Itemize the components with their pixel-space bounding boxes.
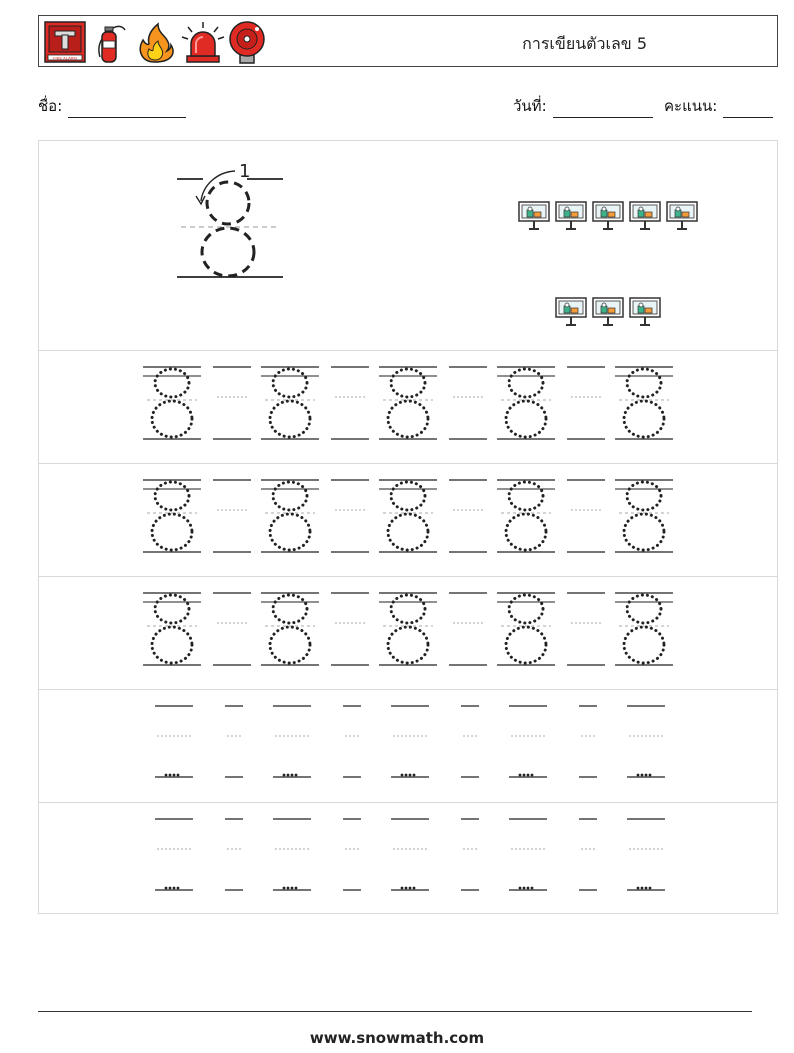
writing-cell[interactable] (627, 706, 665, 777)
alarm-bell-icon (230, 22, 264, 63)
writing-cell[interactable] (449, 367, 487, 439)
dotted-digit-8 (506, 595, 546, 663)
date-label: วันที่: (513, 97, 547, 115)
writing-cell[interactable] (331, 367, 369, 439)
score-field[interactable] (664, 94, 773, 118)
baseline-dots (637, 887, 652, 890)
flame-icon (140, 24, 173, 62)
writing-cell[interactable] (449, 593, 487, 665)
writing-cell[interactable] (213, 480, 251, 552)
writing-cell[interactable] (379, 367, 437, 439)
header-box (38, 15, 778, 67)
writing-cell[interactable] (273, 706, 311, 777)
writing-cell[interactable] (343, 819, 361, 890)
writing-cell[interactable] (331, 480, 369, 552)
dotted-digit-8 (270, 595, 310, 663)
baseline-dots (165, 774, 180, 777)
writing-cell[interactable] (379, 480, 437, 552)
dotted-digit-8 (388, 482, 428, 550)
writing-cell[interactable] (497, 593, 555, 665)
baseline-dots (401, 887, 416, 890)
writing-cell[interactable] (391, 819, 429, 890)
name-label: ชื่อ: (38, 97, 63, 115)
dotted-digit-8 (388, 369, 428, 437)
writing-cell[interactable] (379, 593, 437, 665)
score-label: คะแนน: (664, 97, 718, 115)
trace-row (143, 480, 673, 552)
writing-cell[interactable] (615, 593, 673, 665)
trace-row (143, 593, 673, 665)
writing-cell[interactable] (225, 706, 243, 777)
dotted-digit-8 (388, 595, 428, 663)
siren-icon (182, 22, 224, 62)
dotted-digit-8 (624, 369, 664, 437)
website-footer[interactable]: www.snowmath.com (309, 1029, 485, 1047)
baseline-dots (283, 774, 298, 777)
name-field[interactable] (38, 94, 186, 118)
dotted-digit-8 (624, 595, 664, 663)
footer-rule (38, 1011, 752, 1012)
dotted-digit-8 (270, 369, 310, 437)
writing-cell[interactable] (143, 367, 201, 439)
writing-cell[interactable] (273, 819, 311, 890)
writing-cell[interactable] (615, 367, 673, 439)
writing-cell[interactable] (579, 706, 597, 777)
writing-cell[interactable] (261, 593, 319, 665)
writing-cell[interactable] (497, 367, 555, 439)
worksheet-grid (38, 140, 778, 914)
worksheet-title: การเขียนตัวเลข 5 (522, 34, 647, 53)
baseline-dots (519, 887, 534, 890)
name-blank[interactable] (68, 101, 186, 118)
fire-extinguisher-icon (99, 26, 125, 62)
writing-cell[interactable] (567, 593, 605, 665)
fire-alarm-box-icon (45, 22, 85, 62)
writing-cell[interactable] (449, 480, 487, 552)
writing-cell[interactable] (143, 480, 201, 552)
dotted-digit-8 (152, 595, 192, 663)
writing-cell[interactable] (391, 706, 429, 777)
writing-cell[interactable] (567, 367, 605, 439)
stroke-order-number: 1 (239, 161, 251, 182)
date-blank[interactable] (553, 101, 653, 118)
writing-cell[interactable] (509, 819, 547, 890)
writing-cell[interactable] (627, 819, 665, 890)
trace-row (143, 367, 673, 439)
baseline-dots (637, 774, 652, 777)
dotted-digit-8 (506, 482, 546, 550)
baseline-dots (401, 774, 416, 777)
practice-rows (39, 141, 777, 915)
empty-row (155, 706, 665, 777)
dotted-digit-8 (270, 482, 310, 550)
writing-cell[interactable] (155, 819, 193, 890)
alarm-box-label: FIRE ALARM (53, 55, 77, 61)
writing-cell[interactable] (155, 706, 193, 777)
writing-cell[interactable] (213, 593, 251, 665)
dotted-digit-8 (152, 482, 192, 550)
writing-cell[interactable] (213, 367, 251, 439)
writing-cell[interactable] (461, 819, 479, 890)
writing-cell[interactable] (497, 480, 555, 552)
writing-cell[interactable] (509, 706, 547, 777)
writing-cell[interactable] (225, 819, 243, 890)
writing-cell[interactable] (331, 593, 369, 665)
baseline-dots (165, 887, 180, 890)
score-blank[interactable] (723, 101, 773, 118)
writing-cell[interactable] (261, 480, 319, 552)
writing-cell[interactable] (261, 367, 319, 439)
empty-row (155, 819, 665, 890)
dotted-digit-8 (152, 369, 192, 437)
date-field[interactable] (513, 94, 653, 118)
writing-cell[interactable] (615, 480, 673, 552)
header-icon-strip (43, 19, 273, 65)
writing-cell[interactable] (143, 593, 201, 665)
writing-cell[interactable] (579, 819, 597, 890)
writing-cell[interactable] (461, 706, 479, 777)
baseline-dots (519, 774, 534, 777)
baseline-dots (283, 887, 298, 890)
dotted-digit-8 (624, 482, 664, 550)
writing-cell[interactable] (343, 706, 361, 777)
dotted-digit-8 (506, 369, 546, 437)
writing-cell[interactable] (567, 480, 605, 552)
